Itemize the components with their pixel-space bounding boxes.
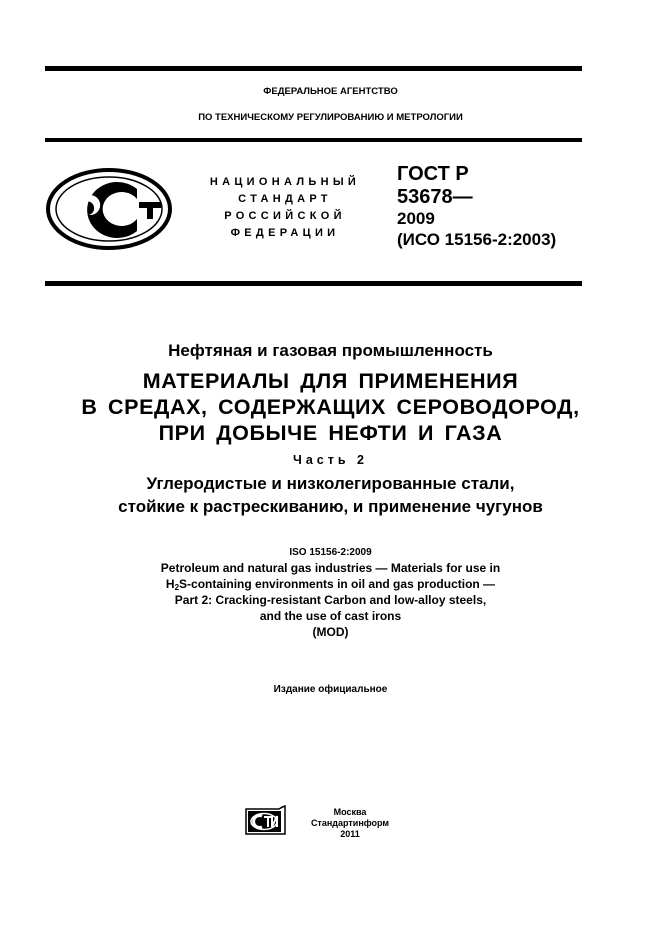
gost-prefix: ГОСТ Р — [397, 163, 469, 185]
main-title-line-2: В СРЕДАХ, СОДЕРЖАЩИХ СЕРОВОДОРОД, — [81, 395, 580, 419]
national-standard-label — [195, 174, 375, 242]
part-label: Часть 2 — [293, 453, 368, 467]
subtitle-line-2: стойкие к растрескиванию, и применение чугунов — [118, 497, 543, 516]
industry-heading: Нефтяная и газовая промышленность — [168, 341, 493, 360]
official-edition-label: Издание официальное — [273, 684, 388, 695]
iso-mod-label: (MOD) — [312, 625, 349, 639]
iso-title-line-4: and the use of cast irons — [259, 609, 402, 623]
standartinform-logo-icon — [245, 805, 287, 835]
h-letter: H — [165, 577, 175, 591]
gost-designation — [397, 163, 556, 250]
iso-equivalent: (ИСО 15156-2:2003) — [397, 230, 557, 249]
agency-line-2: ПО ТЕХНИЧЕСКОМУ РЕГУЛИРОВАНИЮ И МЕТРОЛОГИИ — [198, 112, 463, 123]
iso-title-line-3: Part 2: Cracking-resistant Carbon and low-alloy steels, — [174, 593, 487, 607]
publication-year: 2011 — [340, 829, 360, 839]
iso-reference-block — [80, 546, 581, 640]
iso-title-line-1: Petroleum and natural gas industries — Materials for use in — [160, 561, 501, 575]
subtitle-line-1: Углеродистые и низколегированные стали, — [146, 474, 515, 493]
standard-bottom-rule — [45, 281, 582, 286]
main-title-line-1: МАТЕРИАЛЫ ДЛЯ ПРИМЕНЕНИЯ — [142, 369, 519, 393]
subscript-2: 2 — [174, 583, 180, 592]
document-title-block — [40, 340, 621, 518]
natstd-line-4: ФЕДЕРАЦИИ — [230, 227, 340, 239]
agency-bottom-rule — [45, 138, 582, 142]
publisher-name: Стандартинформ — [310, 818, 390, 828]
main-title-line-3: ПРИ ДОБЫЧЕ НЕФТИ И ГАЗА — [158, 421, 503, 445]
publisher-city: Москва — [333, 807, 367, 817]
natstd-line-2: СТАНДАРТ — [238, 193, 332, 205]
publisher-block — [300, 807, 400, 840]
gost-r-logo-icon — [45, 167, 173, 251]
iso-title-line-2-rest: S-containing environments in oil and gas production — — [179, 577, 496, 591]
gost-number: 53678— — [397, 186, 473, 208]
top-rule — [45, 66, 582, 71]
iso-code: ISO 15156-2:2009 — [289, 547, 372, 558]
agency-line-1: ФЕДЕРАЛЬНОЕ АГЕНТСТВО — [263, 86, 398, 97]
natstd-line-3: РОССИЙСКОЙ — [224, 210, 346, 222]
iso-title-line-2 — [80, 576, 581, 592]
natstd-line-1: НАЦИОНАЛЬНЫЙ — [209, 176, 361, 188]
gost-year: 2009 — [397, 209, 435, 228]
